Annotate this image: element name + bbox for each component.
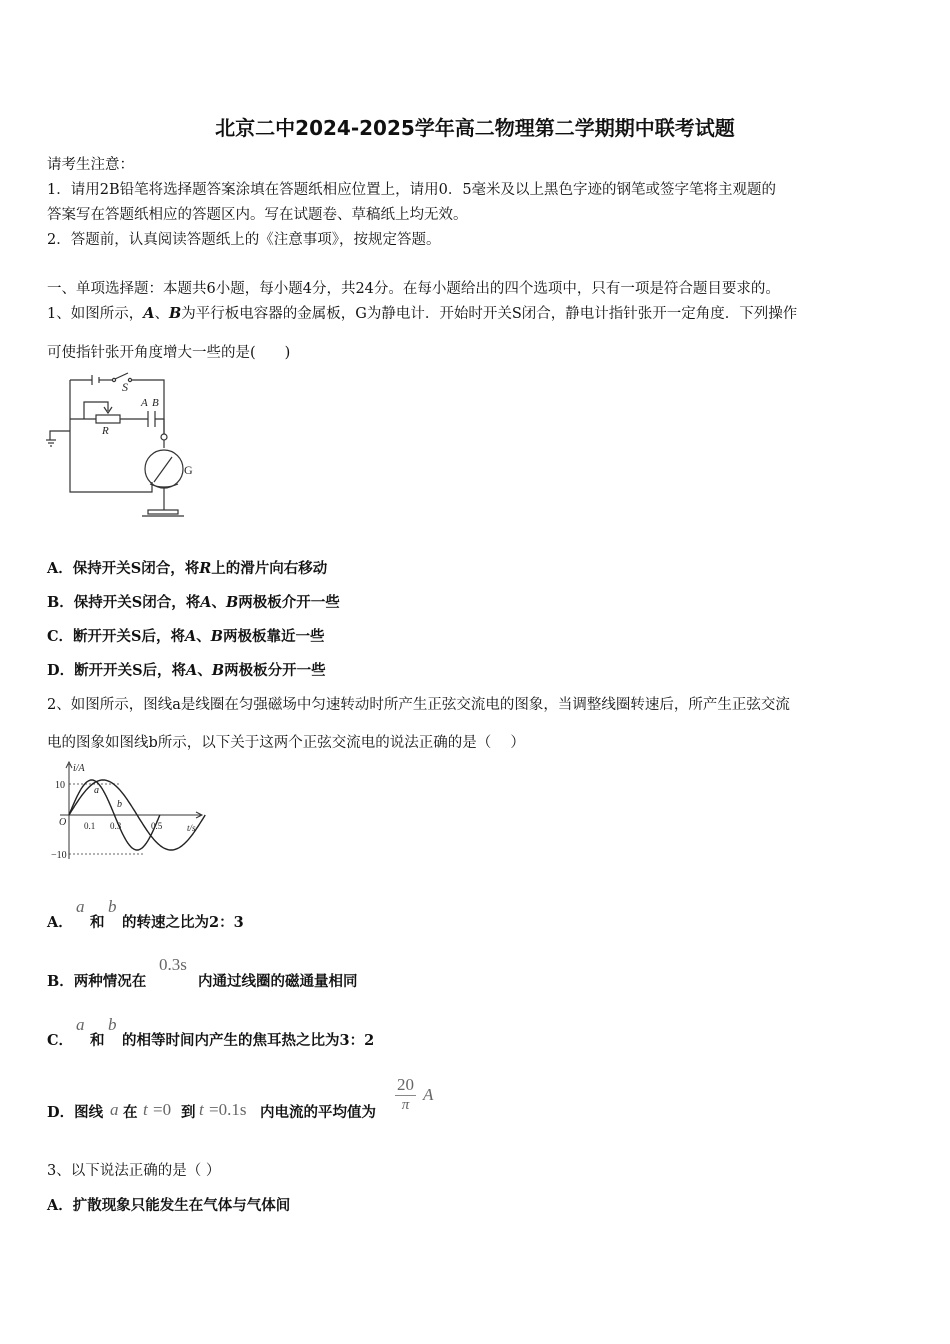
q2-stem-line-2: 电的图象如图线b所示，以下关于这两个正弦交流电的说法正确的是（ ） <box>47 735 525 751</box>
x-tick-0-3: 0.3 <box>110 821 122 831</box>
switch-s <box>115 373 128 379</box>
q1-circuit-figure <box>44 368 204 523</box>
q1-option-b[interactable]: B．保持开关S闭合，将A、B两极板介开一些 <box>47 594 340 611</box>
page-title: 北京二中2024-2025学年高二物理第二学期期中联考试题 <box>215 116 735 140</box>
label-g: G <box>184 463 193 477</box>
y-tick-10: 10 <box>55 780 65 791</box>
x-axis-label: t/s <box>187 823 196 833</box>
x-tick-0-5: 0.5 <box>151 821 163 831</box>
q2-stem-line-1: 2、如图所示，图线a是线圈在匀强磁场中匀速转动时所产生正弦交流电的图象，当调整线圈转速后，所产生正弦交流 <box>47 697 790 713</box>
notice-line-1: 1．请用2B铅笔将选择题答案涂填在答题纸相应位置上，请用0．5毫米及以上黑色字迹的钢笔或签字笔将主观题的 <box>47 182 777 198</box>
label-a: A <box>141 397 148 409</box>
series-a-label: a <box>94 785 99 796</box>
label-s: S <box>122 380 128 394</box>
q3-option-a[interactable]: A．扩散现象只能发生在气体与气体间 <box>47 1197 291 1214</box>
origin-label: O <box>59 817 67 828</box>
circuit-wire-left <box>70 380 152 492</box>
y-tick-minus-10: −10 <box>51 850 67 861</box>
q3-stem: 3、以下说法正确的是（ ） <box>47 1163 221 1179</box>
series-b-label: b <box>117 799 122 810</box>
q1-stem-line-1: 1、如图所示，A、B为平行板电容器的金属板，G为静电计．开始时开关S闭合，静电计指针张开一定角度．下列操作 <box>47 305 798 322</box>
q1-stem-line-2: 可使指针张开角度增大一些的是( ) <box>47 345 291 361</box>
q1-option-d[interactable]: D．断开开关S后，将A、B两极板分开一些 <box>47 662 326 679</box>
q1-option-c[interactable]: C．断开开关S后，将A、B两极板靠近一些 <box>47 628 325 645</box>
y-axis-label: i/A <box>73 763 85 774</box>
fraction-20-over-pi: $\frac{20}{\pi}$ <box>397 1075 414 1113</box>
notice-heading: 请考生注意： <box>47 157 134 173</box>
notice-line-2: 2．答题前，认真阅读答题纸上的《注意事项》，按规定答题。 <box>47 232 441 248</box>
x-tick-0-1: 0.1 <box>84 821 96 831</box>
label-r: R <box>102 425 109 437</box>
q1-option-a[interactable]: A．保持开关S闭合，将R上的滑片向右移动 <box>47 560 328 577</box>
notice-line-1b: 答案写在答题纸相应的答题区内。写在试题卷、草稿纸上均无效。 <box>47 207 468 223</box>
q2-current-chart <box>44 758 214 864</box>
section-1-heading: 一、单项选择题：本题共6小题，每小题4分，共24分。在每小题给出的四个选项中，只有一项是符合题目要求的。 <box>47 281 780 297</box>
resistor-r <box>96 415 120 423</box>
label-b: B <box>152 397 159 409</box>
